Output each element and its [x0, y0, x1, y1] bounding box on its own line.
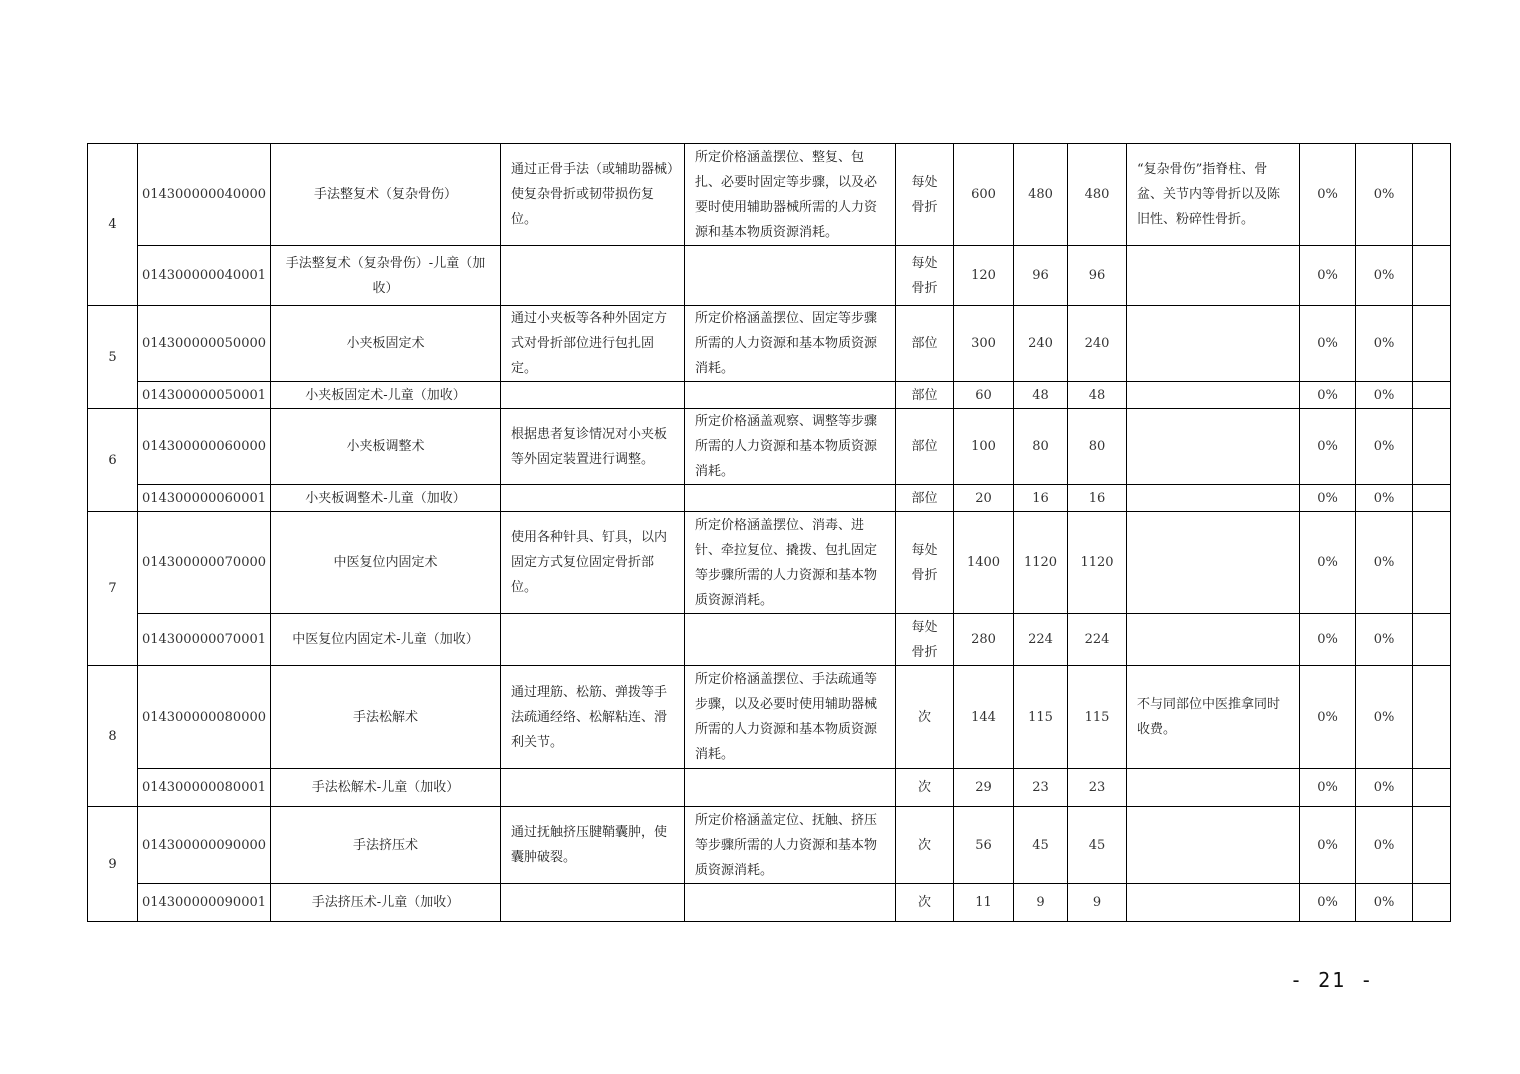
price-cell-3: 240 — [1068, 306, 1127, 382]
code-cell: 014300000050001 — [138, 382, 271, 409]
item-name-cell: 手法挤压术 — [271, 807, 501, 884]
price-cell-3: 23 — [1068, 769, 1127, 807]
content-cell: 通过正骨手法（或辅助器械）使复杂骨折或韧带损伤复位。 — [501, 144, 685, 246]
ratio-cell-2: 0% — [1356, 246, 1413, 306]
ratio-cell-2: 0% — [1356, 144, 1413, 246]
content-cell — [501, 382, 685, 409]
price-cell-3: 48 — [1068, 382, 1127, 409]
price-cell-1: 100 — [954, 409, 1014, 485]
scope-cell: 所定价格涵盖摆位、整复、包扎、必要时固定等步骤，以及必要时使用辅助器械所需的人力资源和基本物质资源消耗。 — [685, 144, 896, 246]
seq-cell: 5 — [88, 306, 138, 409]
price-cell-2: 80 — [1014, 409, 1068, 485]
price-table — [87, 143, 1451, 922]
extra-cell — [1413, 306, 1451, 382]
item-name-cell: 小夹板固定术-儿童（加收） — [271, 382, 501, 409]
price-cell-3: 480 — [1068, 144, 1127, 246]
note-cell — [1127, 306, 1300, 382]
unit-cell: 次 — [896, 666, 954, 769]
price-cell-2: 96 — [1014, 246, 1068, 306]
unit-cell: 次 — [896, 807, 954, 884]
unit-cell: 部位 — [896, 409, 954, 485]
extra-cell — [1413, 666, 1451, 769]
price-cell-2: 45 — [1014, 807, 1068, 884]
item-name-cell: 手法松解术 — [271, 666, 501, 769]
extra-cell — [1413, 485, 1451, 512]
item-name-cell: 中医复位内固定术-儿童（加收） — [271, 614, 501, 666]
ratio-cell-2: 0% — [1356, 614, 1413, 666]
table-row — [88, 512, 1451, 614]
extra-cell — [1413, 409, 1451, 485]
page-number: - 21 - — [1290, 968, 1375, 992]
content-cell: 通过理筋、松筋、弹拨等手法疏通经络、松解粘连、滑利关节。 — [501, 666, 685, 769]
scope-cell — [685, 884, 896, 922]
ratio-cell-2: 0% — [1356, 807, 1413, 884]
table-row — [88, 769, 1451, 807]
note-cell — [1127, 807, 1300, 884]
code-cell: 014300000040001 — [138, 246, 271, 306]
price-cell-1: 29 — [954, 769, 1014, 807]
seq-cell: 8 — [88, 666, 138, 807]
price-cell-1: 280 — [954, 614, 1014, 666]
price-cell-3: 115 — [1068, 666, 1127, 769]
item-name-cell: 手法整复术（复杂骨伤）-儿童（加收） — [271, 246, 501, 306]
content-cell — [501, 485, 685, 512]
extra-cell — [1413, 382, 1451, 409]
extra-cell — [1413, 884, 1451, 922]
code-cell: 014300000070001 — [138, 614, 271, 666]
ratio-cell-1: 0% — [1300, 382, 1356, 409]
extra-cell — [1413, 614, 1451, 666]
ratio-cell-2: 0% — [1356, 382, 1413, 409]
unit-cell: 次 — [896, 884, 954, 922]
content-cell: 使用各种针具、钉具，以内固定方式复位固定骨折部位。 — [501, 512, 685, 614]
extra-cell — [1413, 246, 1451, 306]
extra-cell — [1413, 512, 1451, 614]
table-row — [88, 666, 1451, 769]
price-cell-1: 60 — [954, 382, 1014, 409]
scope-cell: 所定价格涵盖摆位、手法疏通等步骤，以及必要时使用辅助器械所需的人力资源和基本物质资源消耗。 — [685, 666, 896, 769]
price-cell-1: 600 — [954, 144, 1014, 246]
ratio-cell-1: 0% — [1300, 485, 1356, 512]
seq-cell: 9 — [88, 807, 138, 922]
price-cell-2: 16 — [1014, 485, 1068, 512]
seq-cell: 6 — [88, 409, 138, 512]
price-cell-3: 224 — [1068, 614, 1127, 666]
item-name-cell: 手法挤压术-儿童（加收） — [271, 884, 501, 922]
ratio-cell-2: 0% — [1356, 485, 1413, 512]
item-name-cell: 小夹板固定术 — [271, 306, 501, 382]
table-row — [88, 807, 1451, 884]
item-name-cell: 中医复位内固定术 — [271, 512, 501, 614]
scope-cell: 所定价格涵盖摆位、消毒、进针、牵拉复位、撬拨、包扎固定等步骤所需的人力资源和基本物质资源消耗。 — [685, 512, 896, 614]
price-cell-3: 80 — [1068, 409, 1127, 485]
code-cell: 014300000040000 — [138, 144, 271, 246]
price-cell-1: 120 — [954, 246, 1014, 306]
price-cell-2: 224 — [1014, 614, 1068, 666]
unit-cell: 每处骨折 — [896, 512, 954, 614]
scope-cell: 所定价格涵盖观察、调整等步骤所需的人力资源和基本物质资源消耗。 — [685, 409, 896, 485]
content-cell — [501, 769, 685, 807]
scope-cell: 所定价格涵盖定位、抚触、挤压等步骤所需的人力资源和基本物质资源消耗。 — [685, 807, 896, 884]
content-cell — [501, 884, 685, 922]
code-cell: 014300000070000 — [138, 512, 271, 614]
item-name-cell: 小夹板调整术 — [271, 409, 501, 485]
unit-cell: 每处骨折 — [896, 246, 954, 306]
code-cell: 014300000090000 — [138, 807, 271, 884]
ratio-cell-1: 0% — [1300, 769, 1356, 807]
scope-cell — [685, 382, 896, 409]
price-cell-2: 480 — [1014, 144, 1068, 246]
note-cell — [1127, 246, 1300, 306]
code-cell: 014300000060001 — [138, 485, 271, 512]
item-name-cell: 小夹板调整术-儿童（加收） — [271, 485, 501, 512]
price-cell-2: 1120 — [1014, 512, 1068, 614]
ratio-cell-2: 0% — [1356, 512, 1413, 614]
table-row — [88, 144, 1451, 246]
price-cell-3: 45 — [1068, 807, 1127, 884]
ratio-cell-1: 0% — [1300, 144, 1356, 246]
price-cell-3: 96 — [1068, 246, 1127, 306]
table-row — [88, 409, 1451, 485]
code-cell: 014300000050000 — [138, 306, 271, 382]
price-cell-3: 9 — [1068, 884, 1127, 922]
price-cell-1: 20 — [954, 485, 1014, 512]
price-cell-1: 144 — [954, 666, 1014, 769]
price-cell-1: 11 — [954, 884, 1014, 922]
table-row — [88, 382, 1451, 409]
price-cell-2: 240 — [1014, 306, 1068, 382]
note-cell — [1127, 769, 1300, 807]
seq-cell: 4 — [88, 144, 138, 306]
scope-cell: 所定价格涵盖摆位、固定等步骤所需的人力资源和基本物质资源消耗。 — [685, 306, 896, 382]
unit-cell: 次 — [896, 769, 954, 807]
scope-cell — [685, 485, 896, 512]
price-cell-1: 1400 — [954, 512, 1014, 614]
content-cell — [501, 246, 685, 306]
code-cell: 014300000080000 — [138, 666, 271, 769]
code-cell: 014300000090001 — [138, 884, 271, 922]
ratio-cell-2: 0% — [1356, 666, 1413, 769]
content-cell: 根据患者复诊情况对小夹板等外固定装置进行调整。 — [501, 409, 685, 485]
content-cell — [501, 614, 685, 666]
note-cell — [1127, 614, 1300, 666]
ratio-cell-1: 0% — [1300, 512, 1356, 614]
note-cell — [1127, 512, 1300, 614]
scope-cell — [685, 614, 896, 666]
table-row — [88, 246, 1451, 306]
unit-cell: 每处骨折 — [896, 144, 954, 246]
unit-cell: 部位 — [896, 306, 954, 382]
table-row — [88, 614, 1451, 666]
ratio-cell-1: 0% — [1300, 306, 1356, 382]
note-cell — [1127, 409, 1300, 485]
ratio-cell-2: 0% — [1356, 409, 1413, 485]
ratio-cell-1: 0% — [1300, 884, 1356, 922]
ratio-cell-2: 0% — [1356, 769, 1413, 807]
table-row — [88, 306, 1451, 382]
price-cell-1: 300 — [954, 306, 1014, 382]
price-cell-1: 56 — [954, 807, 1014, 884]
unit-cell: 部位 — [896, 485, 954, 512]
extra-cell — [1413, 807, 1451, 884]
table-row — [88, 884, 1451, 922]
code-cell: 014300000080001 — [138, 769, 271, 807]
note-cell: “复杂骨伤”指脊柱、骨盆、关节内等骨折以及陈旧性、粉碎性骨折。 — [1127, 144, 1300, 246]
content-cell: 通过小夹板等各种外固定方式对骨折部位进行包扎固定。 — [501, 306, 685, 382]
code-cell: 014300000060000 — [138, 409, 271, 485]
ratio-cell-2: 0% — [1356, 884, 1413, 922]
extra-cell — [1413, 769, 1451, 807]
item-name-cell: 手法松解术-儿童（加收） — [271, 769, 501, 807]
ratio-cell-1: 0% — [1300, 807, 1356, 884]
content-cell: 通过抚触挤压腱鞘囊肿，使囊肿破裂。 — [501, 807, 685, 884]
item-name-cell: 手法整复术（复杂骨伤） — [271, 144, 501, 246]
unit-cell: 部位 — [896, 382, 954, 409]
ratio-cell-1: 0% — [1300, 666, 1356, 769]
table-row — [88, 485, 1451, 512]
price-cell-2: 23 — [1014, 769, 1068, 807]
extra-cell — [1413, 144, 1451, 246]
seq-cell: 7 — [88, 512, 138, 666]
note-cell — [1127, 884, 1300, 922]
ratio-cell-1: 0% — [1300, 246, 1356, 306]
note-cell: 不与同部位中医推拿同时收费。 — [1127, 666, 1300, 769]
table-body — [88, 144, 1451, 922]
unit-cell: 每处骨折 — [896, 614, 954, 666]
scope-cell — [685, 769, 896, 807]
price-cell-2: 115 — [1014, 666, 1068, 769]
price-cell-3: 16 — [1068, 485, 1127, 512]
ratio-cell-1: 0% — [1300, 614, 1356, 666]
note-cell — [1127, 485, 1300, 512]
ratio-cell-2: 0% — [1356, 306, 1413, 382]
note-cell — [1127, 382, 1300, 409]
scope-cell — [685, 246, 896, 306]
ratio-cell-1: 0% — [1300, 409, 1356, 485]
price-cell-3: 1120 — [1068, 512, 1127, 614]
price-cell-2: 48 — [1014, 382, 1068, 409]
price-cell-2: 9 — [1014, 884, 1068, 922]
